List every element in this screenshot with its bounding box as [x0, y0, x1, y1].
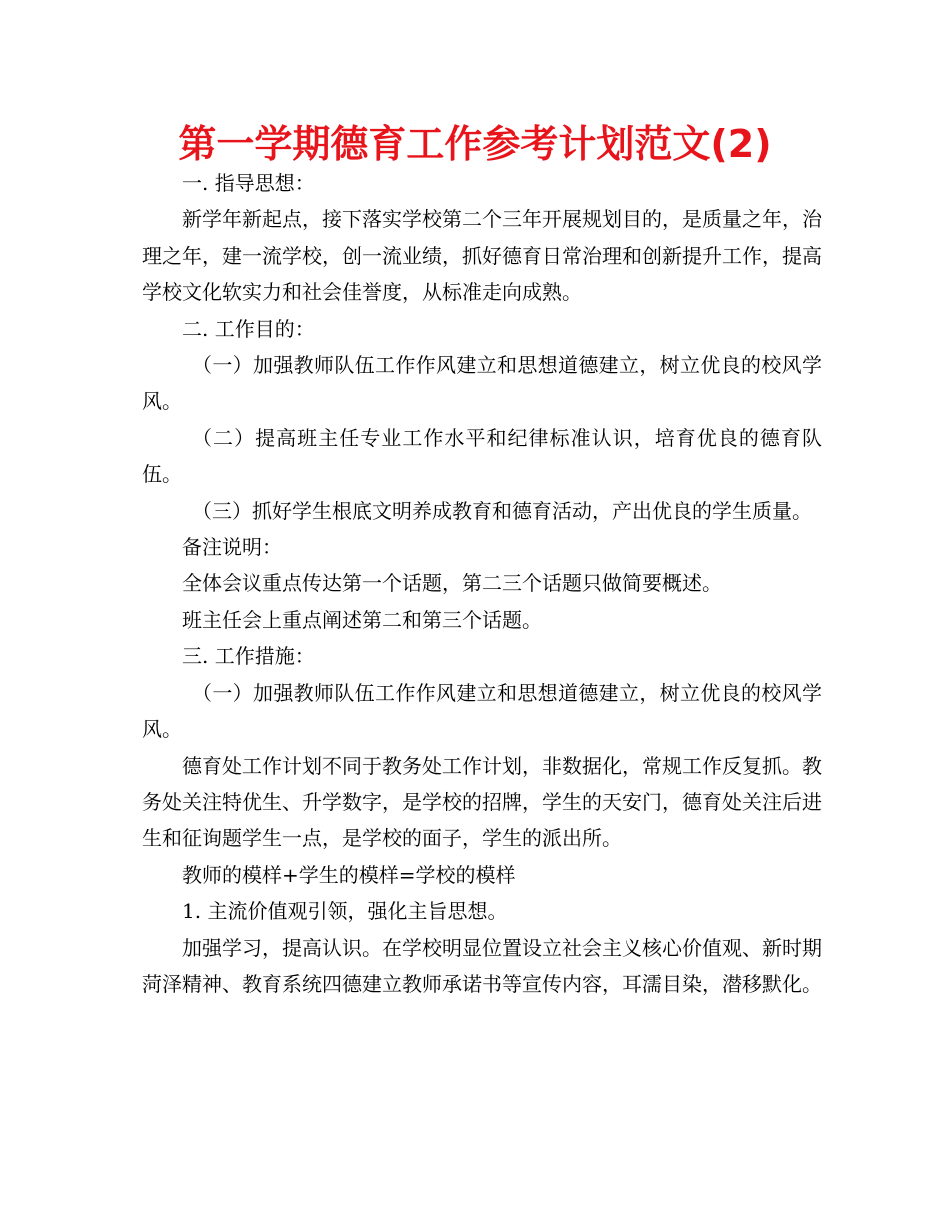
goal-item-2: （二）提高班主任专业工作水平和纪律标准认识，培育优良的德育队伍。 — [142, 425, 822, 487]
note-item-2: 班主任会上重点阐述第二和第三个话题。 — [182, 607, 542, 632]
paragraph-new-term: 新学年新起点，接下落实学校第二个三年开展规划目的，是质量之年，治理之年，建一流学校，创一流业绩，抓好德育日常治理和创新提升工作，提高学校文化软实力和社会佳誉度，从标准走向成熟。 — [142, 207, 822, 305]
subsection-heading-values: 1. 主流价值观引领，强化主旨思想。 — [182, 899, 508, 924]
document-title: 第一学期德育工作参考计划范文(2) — [178, 122, 772, 166]
document-body — [142, 165, 822, 1002]
section-heading-notes: 备注说明： — [182, 535, 282, 560]
paragraph-strengthen-study: 加强学习，提高认识。在学校明显位置设立社会主义核心价值观、新时期菏泽精神、教育系统四德建立教师承诺书等宣传内容，耳濡目染，潜移默化。 — [142, 935, 822, 996]
goal-item-1: （一）加强教师队伍工作作风建立和思想道德建立，树立优良的校风学风。 — [142, 353, 822, 414]
measure-item-1: （一）加强教师队伍工作作风建立和思想道德建立，树立优良的校风学风。 — [142, 680, 822, 742]
section-heading-work-measures: 三. 工作措施： — [182, 644, 315, 669]
section-heading-work-goals: 二. 工作目的： — [182, 316, 315, 341]
goal-item-3: （三）抓好学生根底文明养成教育和德育活动，产出优良的学生质量。 — [192, 498, 812, 523]
paragraph-moral-office: 德育处工作计划不同于教务处工作计划，非数据化，常规工作反复抓。教务处关注特优生、升学数字，是学校的招牌，学生的天安门，德育处关注后进生和征询题学生一点，是学校的面子，学生的派出所。 — [142, 753, 822, 851]
note-item-1: 全体会议重点传达第一个话题，第二三个话题只做简要概述。 — [182, 571, 722, 596]
section-heading-guiding-ideology: 一. 指导思想： — [182, 171, 315, 195]
paragraph-formula: 教师的模样+学生的模样=学校的模样 — [182, 862, 516, 887]
